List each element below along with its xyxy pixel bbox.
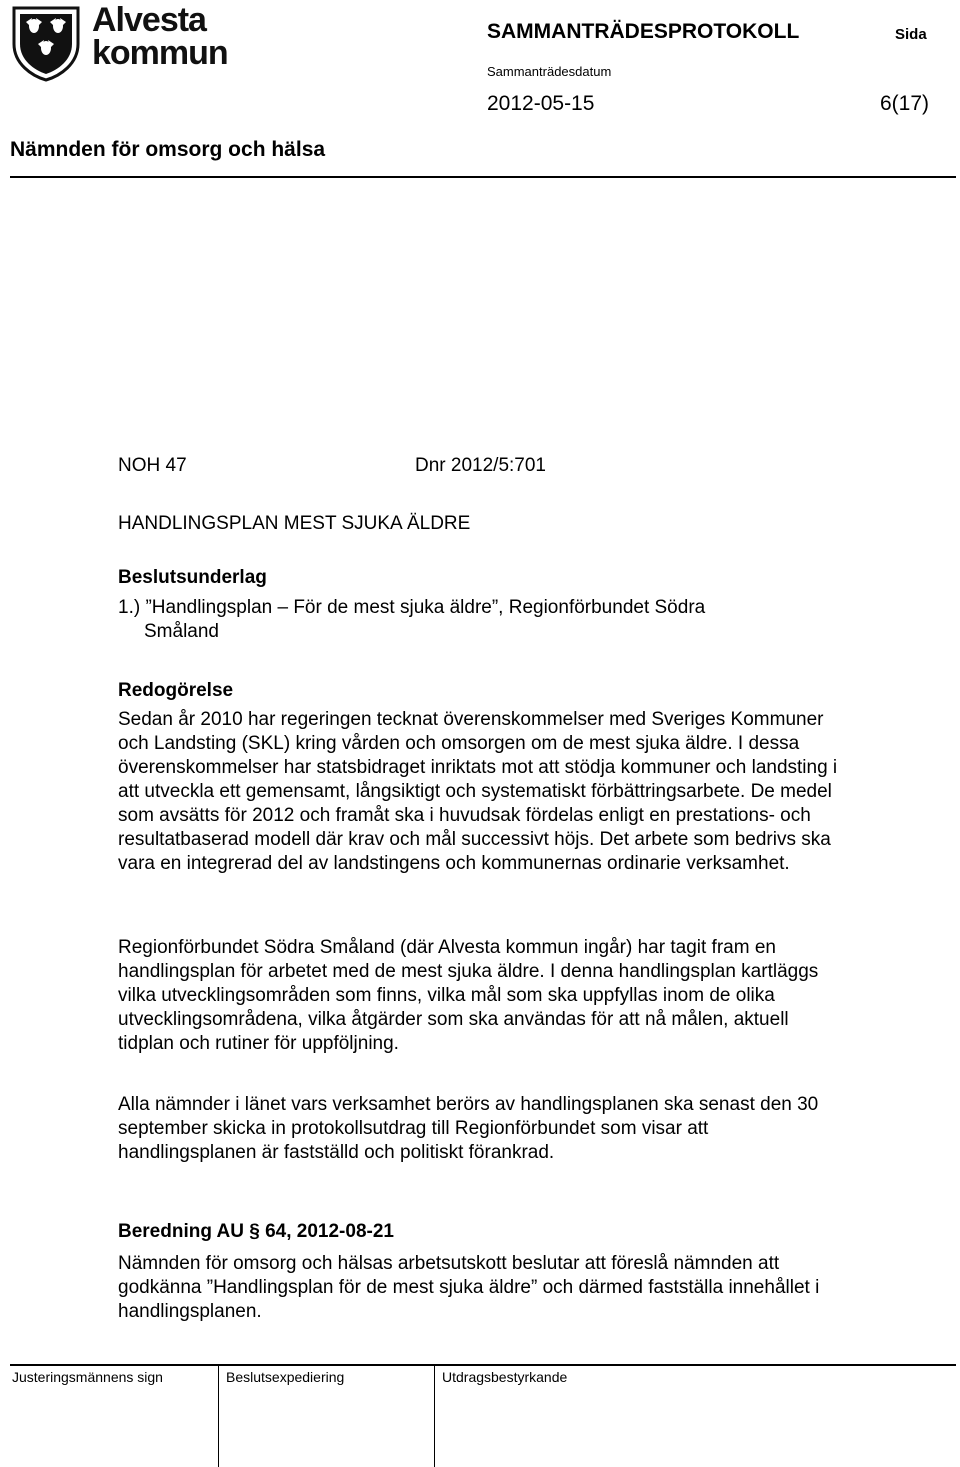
footer-column-divider-2 [434,1366,435,1467]
report-paragraph-3: Alla nämnder i länet vars verksamhet berörs av handlingsplanen ska senast den 30 september skicka in protokollsutdrag till Regionförbundet som visar att handlingsplanen är fastställd och politiskt förankrad. [118,1094,819,1163]
decision-basis-item-line-1: 1.) ”Handlingsplan – För de mest sjuka äldre”, Regionförbundet Södra [118,597,706,618]
logo-line-2: kommun [92,34,228,72]
registration-number: Dnr 2012/5:701 [415,455,546,476]
page-label: Sida [895,26,927,43]
dispatch-label: Beslutsexpediering [226,1369,345,1385]
extract-certification-label: Utdragsbestyrkande [442,1369,568,1385]
report-paragraph-1: Sedan år 2010 har regeringen tecknat överenskommelser med Sveriges Kommuner och Landsting (SKL) kring vården och omsorgen om de mest sjuka äldre. I dessa överenskommelser har statsbidraget inriktats mot att stödja kommuner och landsting i att utveckla ett gemensamt, långsiktigt och systematiskt förbättringsarbete. De medel som avsätts för 2012 och framåt ska i huvudsak fördelas enligt en prestations- och resultatbaserad modell där krav och mål successivt höjs. Det arbete som bedrivs ska vara en integrerad del av landstingens och kommunernas ordinarie verksamhet. [118,709,838,874]
report-paragraph-2: Regionförbundet Södra Småland (där Alvesta kommun ingår) har tagit fram en handlingsplan för arbetet med de mest sjuka äldre. I denna handlingsplan kartläggs vilka utvecklingsområden som finns, vilka mål som ska uppfyllas inom de olika utvecklingsområdena, vilka åtgärder som ska användas för att nå målen, aktuell tidplan och rutiner för uppföljning. [118,937,819,1054]
meeting-date-label: Sammanträdesdatum [487,64,612,79]
case-title: HANDLINGSPLAN MEST SJUKA ÄLDRE [118,513,471,534]
header-divider [10,176,956,178]
logo-line-1: Alvesta [92,1,206,39]
case-number: NOH 47 [118,455,187,476]
page-number: 6(17) [880,92,930,115]
meeting-date: 2012-05-15 [487,92,595,115]
decision-basis-item [118,596,818,644]
document-title: SAMMANTRÄDESPROTOKOLL [487,20,800,43]
report-heading: Redogörelse [118,680,234,701]
coat-of-arms-icon [10,4,82,82]
board-name: Nämnden för omsorg och hälsa [10,138,326,161]
decision-basis-item-line-2: Småland [144,621,219,642]
preparation-heading: Beredning AU § 64, 2012-08-21 [118,1221,394,1242]
footer-column-divider-1 [218,1366,219,1467]
footer-divider [10,1364,956,1366]
municipality-logo [92,1,242,72]
adjusters-signature-label: Justeringsmännens sign [12,1369,163,1385]
preparation-text: Nämnden för omsorg och hälsas arbetsutskott beslutar att föreslå nämnden att godkänna ”Handlingsplan för de mest sjuka äldre” och därmed fastställa innehållet i handlingsplanen. [118,1253,820,1322]
decision-basis-heading: Beslutsunderlag [118,567,267,588]
